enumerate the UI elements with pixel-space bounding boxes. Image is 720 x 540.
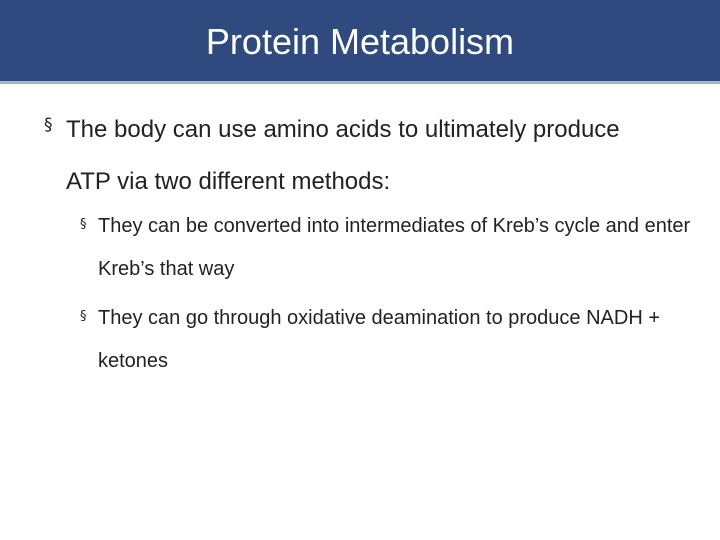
title-bar [0,0,720,84]
square-bullet-icon: § [44,115,53,135]
bullet-text: The body can use amino acids to ultimately produce ATP via two different methods: [66,116,620,195]
slide-title: Protein Metabolism [205,21,515,62]
square-bullet-icon: § [80,309,87,324]
bullet-text: They can be converted into intermediates of Kreb’s cycle and enter Kreb’s that way [98,215,691,280]
square-bullet-icon: § [80,217,87,232]
bullet-text: They can go through oxidative deamination to produce NADH + ketones [98,307,661,372]
